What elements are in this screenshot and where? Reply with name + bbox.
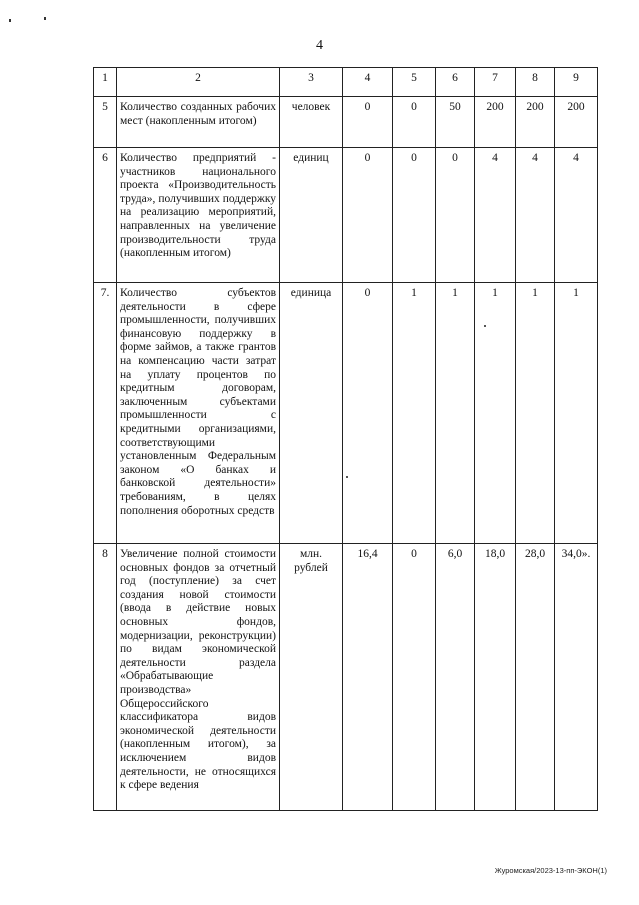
value-cell: 4 [475,148,516,283]
unit-cell: млн. рублей [280,544,343,811]
header-cell: 7 [475,68,516,97]
row-number: 6 [94,148,117,283]
header-cell: 6 [436,68,475,97]
value-cell: 1 [436,283,475,544]
table-row [94,544,598,811]
unit-cell: человек [280,97,343,148]
scan-speck [9,19,11,22]
value-cell: 1 [555,283,598,544]
header-cell: 5 [393,68,436,97]
value-cell: 0 [436,148,475,283]
indicator-name: Количество субъектов деятельности в сфере промышленности, получивших финансовую поддержку в форме займов, а также грантов на компенсацию части затрат на уплату процентов по кредитным договорам, заключенным субъектами промышленности с кредитными организациями, соответствующими установленным Федеральным законом «О банках и банковской деятельности» требованиям, в целях пополнения оборотных средств [117,283,280,544]
indicators-table [93,67,598,811]
value-cell: 0 [343,148,393,283]
scan-speck [44,17,46,20]
value-cell: 34,0». [555,544,598,811]
value-cell: 0 [393,148,436,283]
unit-cell: единиц [280,148,343,283]
row-number: 7. [94,283,117,544]
row-number: 8 [94,544,117,811]
header-row [94,68,598,97]
row-number: 5 [94,97,117,148]
scan-speck [484,325,486,327]
value-cell: 16,4 [343,544,393,811]
indicator-name: Количество предприятий - участников национального проекта «Производительность труда», получивших поддержку на реализацию мероприятий, направленных на увеличение производительности труда (накопленным итогом) [117,148,280,283]
value-cell: 0 [393,97,436,148]
value-cell: 18,0 [475,544,516,811]
header-cell: 1 [94,68,117,97]
value-cell: 1 [393,283,436,544]
unit-cell: единица [280,283,343,544]
table-row [94,148,598,283]
value-cell: 200 [516,97,555,148]
value-cell: 50 [436,97,475,148]
header-cell: 4 [343,68,393,97]
value-cell: 1 [516,283,555,544]
value-cell: 28,0 [516,544,555,811]
scan-speck [346,476,348,478]
header-cell: 2 [117,68,280,97]
page-number: 4 [316,38,323,53]
indicator-name: Увеличение полной стоимости основных фондов за отчетный год (поступление) за счет создания новой стоимости (ввода в действие новых основных фондов, модернизации, реконструкции) по видам экономической деятельности раздела «Обрабатывающие производства» Общероссийского классификатора видов экономической деятельности (накопленным итогом), за исключением видов деятельности, не относящихся к сфере ведения [117,544,280,811]
header-cell: 9 [555,68,598,97]
indicator-name: Количество созданных рабочих мест (накопленным итогом) [117,97,280,148]
table-row [94,283,598,544]
document-footer: Журомская/2023-13-пп-ЭКОН(1) [494,866,607,875]
value-cell: 1 [475,283,516,544]
value-cell: 4 [516,148,555,283]
header-cell: 8 [516,68,555,97]
value-cell: 6,0 [436,544,475,811]
value-cell: 200 [475,97,516,148]
header-cell: 3 [280,68,343,97]
table-row [94,97,598,148]
value-cell: 200 [555,97,598,148]
value-cell: 0 [343,97,393,148]
value-cell: 4 [555,148,598,283]
value-cell: 0 [393,544,436,811]
value-cell: 0 [343,283,393,544]
